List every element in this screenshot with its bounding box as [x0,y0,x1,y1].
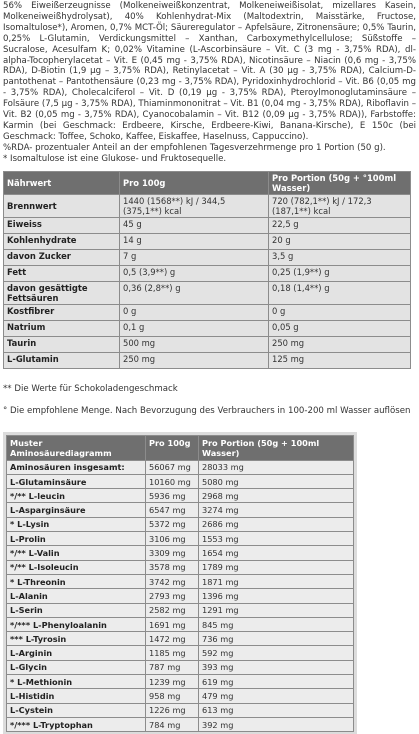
serving-note: ° Die empfohlene Menge. Nach Bevorzugung des Verbrauchers in 100-200 ml Wasser auflösen [3,405,411,416]
amino-value-100g: 2793 mg [146,589,199,603]
amino-name: */*** L-Phenyloalanin [7,617,146,631]
amino-name: * L-Methionin [7,675,146,689]
amino-table-body [7,460,354,732]
amino-value-100g: 784 mg [146,717,199,731]
amino-name: */** L-Isoleucin [7,560,146,574]
nutrition-label: Brennwert [4,194,120,217]
amino-row [7,632,354,646]
nutrition-value-portion: 0,18 (1,4**) g [269,281,411,304]
amino-value-portion: 619 mg [199,675,354,689]
nutrition-value-portion: 22,5 g [269,217,411,233]
amino-name: *** L-Tyrosin [7,632,146,646]
amino-row [7,603,354,617]
nutrition-header-portion: Pro Portion (50g + °100ml Wasser) [269,171,411,194]
amino-row [7,660,354,674]
nutrition-value-100g: 0,36 (2,8**) g [120,281,269,304]
amino-value-portion: 5080 mg [199,474,354,488]
amino-header-portion: Pro Portion (50g + 100ml Wasser) [199,435,354,460]
nutrition-row [4,352,411,368]
amino-name: L-Arginin [7,646,146,660]
amino-value-portion: 28033 mg [199,460,354,474]
nutrition-label: davon gesättigte Fettsäuren [4,281,120,304]
amino-value-100g: 1472 mg [146,632,199,646]
amino-row [7,503,354,517]
amino-name: L-Prolin [7,532,146,546]
nutrition-value-100g: 7 g [120,249,269,265]
amino-name: */*** L-Tryptophan [7,717,146,731]
amino-value-portion: 845 mg [199,617,354,631]
nutrition-header-nutrient: Nährwert [4,171,120,194]
amino-name: L-Glutaminsäure [7,474,146,488]
nutrition-table [3,171,411,369]
amino-value-portion: 1291 mg [199,603,354,617]
amino-value-portion: 613 mg [199,703,354,717]
amino-value-100g: 3578 mg [146,560,199,574]
amino-name: * L-Threonin [7,574,146,588]
amino-row [7,574,354,588]
amino-value-100g: 1691 mg [146,617,199,631]
amino-name: L-Alanin [7,589,146,603]
amino-value-portion: 2686 mg [199,517,354,531]
amino-value-100g: 3309 mg [146,546,199,560]
nutrition-label: Kohlenhydrate [4,233,120,249]
nutrition-value-portion: 0,05 g [269,320,411,336]
amino-row [7,689,354,703]
nutrition-label: Natrium [4,320,120,336]
chocolate-note: ** Die Werte für Schokoladengeschmack [3,383,178,394]
nutrition-value-100g: 250 mg [120,352,269,368]
amino-value-100g: 6547 mg [146,503,199,517]
amino-name: L-Glycin [7,660,146,674]
amino-acid-table [6,435,354,733]
nutrition-value-portion: 250 mg [269,336,411,352]
amino-header-name: Muster Aminosäurediagramm [7,435,146,460]
amino-name: L-Asparginsäure [7,503,146,517]
nutrition-row [4,233,411,249]
amino-name: L-Cystein [7,703,146,717]
nutrition-value-100g: 500 mg [120,336,269,352]
amino-value-portion: 736 mg [199,632,354,646]
nutrition-label: Taurin [4,336,120,352]
amino-name: * L-Lysin [7,517,146,531]
amino-value-portion: 2968 mg [199,489,354,503]
amino-name: L-Histidin [7,689,146,703]
amino-value-portion: 1654 mg [199,546,354,560]
nutrition-header-per100: Pro 100g [120,171,269,194]
amino-name: */** L-Valin [7,546,146,560]
nutrition-value-100g: 14 g [120,233,269,249]
nutrition-value-portion: 3,5 g [269,249,411,265]
amino-value-portion: 3274 mg [199,503,354,517]
amino-row [7,546,354,560]
amino-name: L-Serin [7,603,146,617]
amino-row [7,703,354,717]
nutrition-value-100g: 45 g [120,217,269,233]
amino-value-portion: 592 mg [199,646,354,660]
amino-value-100g: 958 mg [146,689,199,703]
nutrition-value-100g: 0 g [120,304,269,320]
nutrition-row [4,217,411,233]
nutrition-row [4,249,411,265]
nutrition-label: L-Glutamin [4,352,120,368]
amino-row [7,474,354,488]
amino-value-100g: 2582 mg [146,603,199,617]
nutrition-header-row [4,171,411,194]
amino-row [7,517,354,531]
rda-note: %RDA- prozentualer Anteil an der empfohlenen Tagesverzehrmenge pro 1 Portion (50 g). [3,142,386,153]
amino-value-portion: 1789 mg [199,560,354,574]
nutrition-value-portion: 0 g [269,304,411,320]
nutrition-label: Fett [4,265,120,281]
ingredients-text: 56% Eiweißerzeugnisse (Molkeneiweißkonzentrat, Molkeneiweißisolat, mizellares Kasein, Molkeneiweißhydrolysat), 40% Kohlenhydrat-Mix (Maltodextrin, Maisstärke, Fructose, Isomaltulose*), Aromen, 0,7% MCT-Öl; Säureregulator – Apfelsäure, Zitronensäure; 0,5% Taurin, 0,25% L-Glutamin, Verdickungsmittel – Xanthan, Carboxymethylcellulose; Süßstoffe – Sucralose, Acesulfam K; 0,02% Vitamine (L-Ascorbinsäure – Vit. C (3 mg - 3,75% RDA), dl-alpha-Tocopherylacetat – Vit. E (0,45 mg - 3,75% RDA), Nicotinsäure – Niacin (0,6 mg - 3,75% RDA), D-Biotin (1,9 µg – 3,75% RDA), Retinylacetat – Vit. A (30 µg - 3,75% RDA), Calcium-D-pantothenat – Pantothensäure (0,23 mg - 3,75% RDA), Pyridoxinhydrochlorid – Vit. B6 (0,05 mg - 3,75% RDA), Cholecalciferol – Vit. D (0,19 µg - 3,75% RDA), Pteroylmonoglutaminsäure – Folsäure (7,5 µg - 3,75% RDA), Thiaminmononitrat – Vit. B1 (0,04 mg - 3,75% RDA), Riboflavin – Vit. B2 (0,05 mg - 3,75% RDA), Cyanocobalamin – Vit. B12 (0,09 µg - 3,75% RDA)), Farbstoffe: Karmin (bei Geschmack: Erdbeere, Kirsche, Erdbeere-Kiwi, Banana-Kirsche), E 150c (bei Geschmack: Toffee, Schoko, Kaffee, Eiskaffee, Haselnuss, Cappuccino). [3,1,416,142]
amino-value-100g: 10160 mg [146,474,199,488]
amino-row [7,617,354,631]
amino-acid-panel [3,432,357,734]
nutrition-row [4,194,411,217]
amino-row [7,489,354,503]
amino-row [7,589,354,603]
nutrition-value-portion: 20 g [269,233,411,249]
nutrition-row [4,304,411,320]
amino-value-portion: 1871 mg [199,574,354,588]
amino-value-100g: 3106 mg [146,532,199,546]
amino-value-portion: 479 mg [199,689,354,703]
nutrition-value-portion: 720 (782,1**) kJ / 172,3 (187,1**) kcal [269,194,411,217]
amino-header-per100: Pro 100g [146,435,199,460]
amino-header-row [7,435,354,460]
amino-value-100g: 5936 mg [146,489,199,503]
nutrition-label: Kostfibrer [4,304,120,320]
nutrition-value-100g: 1440 (1568**) kJ / 344,5 (375,1**) kcal [120,194,269,217]
amino-row [7,460,354,474]
nutrition-row [4,336,411,352]
amino-value-100g: 3742 mg [146,574,199,588]
nutrition-value-portion: 125 mg [269,352,411,368]
amino-row [7,646,354,660]
amino-value-100g: 5372 mg [146,517,199,531]
amino-row [7,675,354,689]
amino-value-100g: 56067 mg [146,460,199,474]
nutrition-value-100g: 0,5 (3,9**) g [120,265,269,281]
nutrition-value-portion: 0,25 (1,9**) g [269,265,411,281]
amino-name: */** L-leucin [7,489,146,503]
amino-value-portion: 392 mg [199,717,354,731]
isomaltulose-note: * Isomaltulose ist eine Glukose- und Fruktosequelle. [3,153,227,164]
amino-value-portion: 393 mg [199,660,354,674]
amino-value-100g: 787 mg [146,660,199,674]
amino-value-portion: 1396 mg [199,589,354,603]
amino-row [7,532,354,546]
amino-row [7,560,354,574]
nutrition-row [4,281,411,304]
amino-value-100g: 1185 mg [146,646,199,660]
nutrition-row [4,320,411,336]
amino-value-portion: 1553 mg [199,532,354,546]
nutrition-row [4,265,411,281]
nutrition-label: Eiweiss [4,217,120,233]
nutrition-value-100g: 0,1 g [120,320,269,336]
amino-name: Aminosäuren insgesamt: [7,460,146,474]
amino-value-100g: 1226 mg [146,703,199,717]
nutrition-label: davon Zucker [4,249,120,265]
product-info [0,0,419,165]
amino-value-100g: 1239 mg [146,675,199,689]
